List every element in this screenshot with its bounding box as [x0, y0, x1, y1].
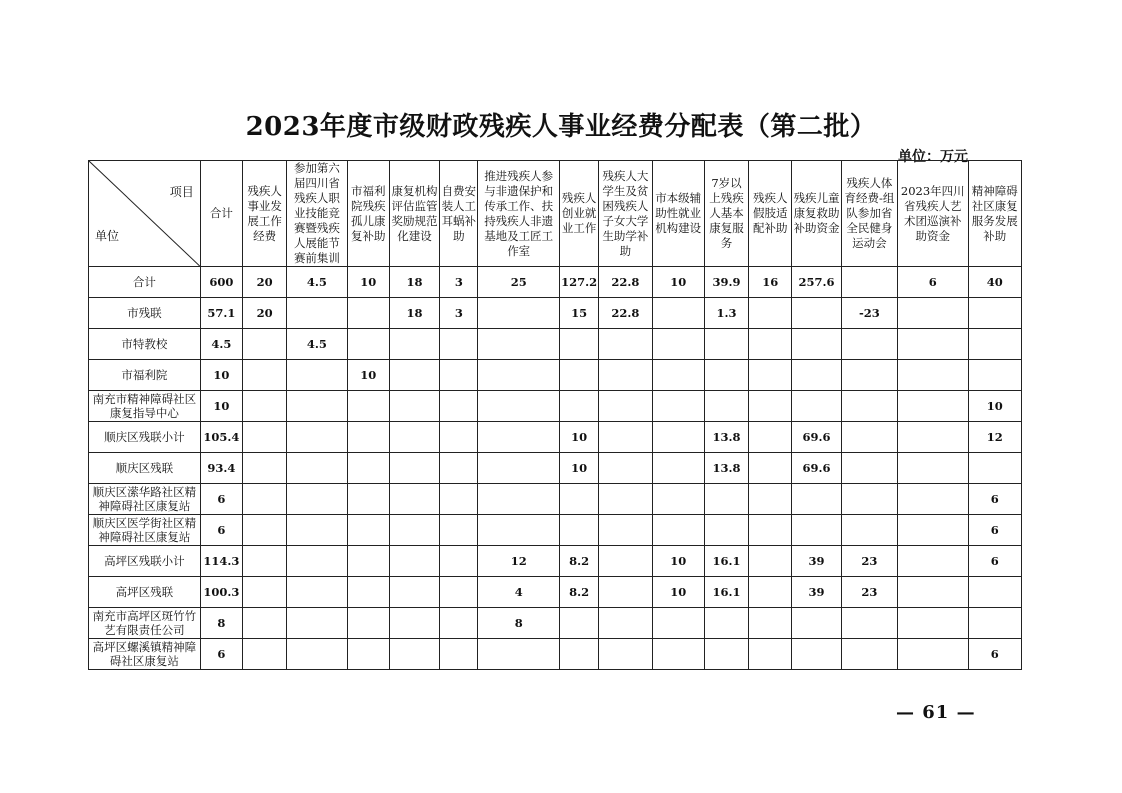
column-header: 残疾人事业发展工作经费 — [242, 161, 286, 267]
table-cell — [749, 391, 792, 422]
table-cell: 39.9 — [704, 267, 748, 298]
table-cell — [478, 515, 560, 546]
table-cell: -23 — [841, 298, 897, 329]
table-cell — [652, 639, 704, 670]
table-cell: 10 — [652, 546, 704, 577]
table-cell — [347, 391, 389, 422]
table-cell — [792, 329, 841, 360]
table-cell — [242, 577, 286, 608]
table-cell: 69.6 — [792, 453, 841, 484]
table-cell — [242, 329, 286, 360]
table-cell — [841, 484, 897, 515]
table-row — [89, 329, 1022, 360]
table-cell — [389, 329, 439, 360]
table-cell — [841, 267, 897, 298]
table-cell: 10 — [347, 360, 389, 391]
table-cell — [968, 298, 1021, 329]
table-cell — [652, 360, 704, 391]
table-cell — [559, 360, 598, 391]
table-cell: 8.2 — [559, 577, 598, 608]
table-cell: 6 — [968, 546, 1021, 577]
table-cell — [652, 329, 704, 360]
table-cell — [389, 639, 439, 670]
table-cell: 23 — [841, 546, 897, 577]
table-cell — [440, 515, 478, 546]
table-cell — [841, 453, 897, 484]
table-cell — [347, 546, 389, 577]
table-cell — [792, 298, 841, 329]
row-unit-name: 市福利院 — [89, 360, 201, 391]
table-cell — [440, 391, 478, 422]
table-cell — [440, 484, 478, 515]
table-cell: 13.8 — [704, 422, 748, 453]
table-cell — [704, 484, 748, 515]
table-cell — [898, 391, 968, 422]
table-cell — [841, 360, 897, 391]
table-cell — [652, 484, 704, 515]
table-cell: 16 — [749, 267, 792, 298]
table-cell: 10 — [347, 267, 389, 298]
column-header: 康复机构评估监管奖励规范化建设 — [389, 161, 439, 267]
page-title: 2023年度市级财政残疾人事业经费分配表（第二批） — [245, 112, 877, 142]
table-cell — [652, 298, 704, 329]
table-cell: 25 — [478, 267, 560, 298]
table-cell — [287, 391, 347, 422]
allocation-table — [88, 160, 1022, 670]
row-total-cell: 6 — [200, 515, 242, 546]
table-cell — [704, 391, 748, 422]
table-cell — [478, 391, 560, 422]
table-cell — [242, 391, 286, 422]
table-cell — [347, 329, 389, 360]
table-cell — [440, 546, 478, 577]
table-cell — [792, 484, 841, 515]
table-cell — [841, 391, 897, 422]
table-cell — [792, 639, 841, 670]
row-total-cell: 4.5 — [200, 329, 242, 360]
table-cell — [898, 298, 968, 329]
row-unit-name: 顺庆区医学街社区精神障碍社区康复站 — [89, 515, 201, 546]
column-header: 7岁以上残疾人基本康复服务 — [704, 161, 748, 267]
table-cell — [242, 515, 286, 546]
table-cell: 40 — [968, 267, 1021, 298]
table-cell — [599, 515, 652, 546]
row-total-cell: 114.3 — [200, 546, 242, 577]
table-cell — [599, 639, 652, 670]
table-cell — [347, 639, 389, 670]
table-row — [89, 577, 1022, 608]
table-cell: 257.6 — [792, 267, 841, 298]
table-cell — [652, 422, 704, 453]
table-cell: 3 — [440, 267, 478, 298]
table-cell — [287, 298, 347, 329]
table-cell — [898, 515, 968, 546]
table-cell — [440, 453, 478, 484]
table-cell — [242, 608, 286, 639]
table-cell: 6 — [968, 484, 1021, 515]
table-cell — [287, 453, 347, 484]
table-cell — [347, 515, 389, 546]
table-cell — [599, 329, 652, 360]
table-cell — [841, 329, 897, 360]
table-cell — [389, 484, 439, 515]
table-header-row — [89, 161, 1022, 267]
table-cell — [440, 329, 478, 360]
table-cell — [652, 453, 704, 484]
table-cell — [898, 422, 968, 453]
column-header: 残疾人创业就业工作 — [559, 161, 598, 267]
table-cell — [652, 391, 704, 422]
row-total-cell: 10 — [200, 391, 242, 422]
table-cell: 8 — [478, 608, 560, 639]
table-cell — [347, 608, 389, 639]
row-total-cell: 105.4 — [200, 422, 242, 453]
table-cell — [749, 484, 792, 515]
table-body — [89, 267, 1022, 670]
table-cell — [347, 298, 389, 329]
column-header: 残疾儿童康复救助补助资金 — [792, 161, 841, 267]
row-unit-name: 市特教校 — [89, 329, 201, 360]
table-row — [89, 298, 1022, 329]
table-cell: 16.1 — [704, 577, 748, 608]
table-cell: 69.6 — [792, 422, 841, 453]
table-cell — [898, 577, 968, 608]
table-cell — [559, 484, 598, 515]
row-unit-name: 南充市精神障碍社区康复指导中心 — [89, 391, 201, 422]
table-cell — [440, 639, 478, 670]
column-header: 市本级辅助性就业机构建设 — [652, 161, 704, 267]
column-header: 残疾人大学生及贫困残疾人子女大学生助学补助 — [599, 161, 652, 267]
table-cell: 20 — [242, 267, 286, 298]
table-cell: 12 — [968, 422, 1021, 453]
table-cell — [968, 360, 1021, 391]
table-cell — [792, 608, 841, 639]
row-total-cell: 93.4 — [200, 453, 242, 484]
row-unit-name: 市残联 — [89, 298, 201, 329]
table-cell — [841, 608, 897, 639]
table-cell — [478, 329, 560, 360]
row-unit-name: 顺庆区残联小计 — [89, 422, 201, 453]
row-unit-name: 高坪区螺溪镇精神障碍社区康复站 — [89, 639, 201, 670]
table-cell — [287, 515, 347, 546]
table-cell — [287, 577, 347, 608]
column-header: 残疾人假肢适配补助 — [749, 161, 792, 267]
table-cell — [440, 422, 478, 453]
table-cell: 10 — [652, 577, 704, 608]
unit-label: 单位：万元 — [898, 149, 968, 165]
table-cell — [559, 329, 598, 360]
table-cell — [652, 515, 704, 546]
row-unit-name: 顺庆区潆华路社区精神障碍社区康复站 — [89, 484, 201, 515]
table-cell — [559, 639, 598, 670]
table-cell: 6 — [898, 267, 968, 298]
table-cell — [968, 577, 1021, 608]
table-cell — [749, 639, 792, 670]
table-row — [89, 546, 1022, 577]
table-cell — [652, 608, 704, 639]
table-cell: 12 — [478, 546, 560, 577]
column-header: 自费安装人工耳蜗补助 — [440, 161, 478, 267]
table-row — [89, 608, 1022, 639]
table-cell — [478, 360, 560, 391]
table-cell: 10 — [652, 267, 704, 298]
table-cell — [347, 484, 389, 515]
table-cell — [559, 608, 598, 639]
table-cell — [841, 639, 897, 670]
table-cell — [749, 329, 792, 360]
table-cell — [242, 639, 286, 670]
table-cell — [898, 329, 968, 360]
table-cell — [749, 515, 792, 546]
table-cell — [478, 639, 560, 670]
table-cell: 10 — [968, 391, 1021, 422]
table-cell — [749, 577, 792, 608]
row-unit-name: 顺庆区残联 — [89, 453, 201, 484]
table-cell — [242, 360, 286, 391]
table-cell: 6 — [968, 639, 1021, 670]
table-cell: 10 — [559, 453, 598, 484]
table-cell — [242, 453, 286, 484]
table-cell — [898, 484, 968, 515]
table-cell: 10 — [559, 422, 598, 453]
table-cell — [287, 546, 347, 577]
table-cell — [389, 453, 439, 484]
row-total-cell: 100.3 — [200, 577, 242, 608]
table-cell — [440, 360, 478, 391]
table-cell — [749, 608, 792, 639]
table-cell: 18 — [389, 298, 439, 329]
table-cell — [898, 546, 968, 577]
table-cell: 16.1 — [704, 546, 748, 577]
table-cell — [841, 422, 897, 453]
table-cell — [704, 360, 748, 391]
table-row — [89, 267, 1022, 298]
table-cell — [704, 329, 748, 360]
table-cell — [287, 608, 347, 639]
row-unit-name: 南充市高坪区斑竹竹艺有限责任公司 — [89, 608, 201, 639]
table-cell — [792, 360, 841, 391]
table-cell — [792, 391, 841, 422]
table-cell — [599, 391, 652, 422]
table-cell: 4.5 — [287, 267, 347, 298]
table-cell — [287, 360, 347, 391]
table-cell: 127.2 — [559, 267, 598, 298]
column-header: 2023年四川省残疾人艺术团巡演补助资金 — [898, 161, 968, 267]
table-row — [89, 639, 1022, 670]
table-cell — [478, 422, 560, 453]
row-unit-name: 高坪区残联小计 — [89, 546, 201, 577]
table-cell — [704, 608, 748, 639]
table-cell — [599, 484, 652, 515]
table-cell — [898, 639, 968, 670]
table-cell — [749, 546, 792, 577]
table-cell — [599, 546, 652, 577]
table-cell — [478, 453, 560, 484]
table-cell — [287, 422, 347, 453]
table-cell — [898, 453, 968, 484]
table-row — [89, 391, 1022, 422]
row-total-cell: 6 — [200, 639, 242, 670]
table-row — [89, 422, 1022, 453]
table-cell — [440, 608, 478, 639]
table-cell — [968, 329, 1021, 360]
row-total-cell: 57.1 — [200, 298, 242, 329]
table-cell: 22.8 — [599, 298, 652, 329]
table-cell — [389, 577, 439, 608]
table-cell — [347, 453, 389, 484]
table-cell: 8.2 — [559, 546, 598, 577]
table-cell — [599, 577, 652, 608]
table-cell — [559, 391, 598, 422]
table-cell — [389, 546, 439, 577]
table-cell — [242, 422, 286, 453]
table-cell: 20 — [242, 298, 286, 329]
table-cell — [559, 515, 598, 546]
column-header: 合计 — [200, 161, 242, 267]
table-cell — [599, 422, 652, 453]
table-cell — [389, 422, 439, 453]
table-cell — [841, 515, 897, 546]
table-cell — [242, 546, 286, 577]
table-cell: 13.8 — [704, 453, 748, 484]
table-cell: 39 — [792, 577, 841, 608]
table-cell — [287, 639, 347, 670]
table-row — [89, 484, 1022, 515]
table-cell — [440, 577, 478, 608]
table-cell — [389, 360, 439, 391]
table-cell — [478, 484, 560, 515]
table-cell: 3 — [440, 298, 478, 329]
table-cell — [749, 360, 792, 391]
unit-header-label: 单位 — [95, 229, 120, 243]
column-header: 精神障碍社区康复服务发展补助 — [968, 161, 1021, 267]
table-cell — [968, 453, 1021, 484]
column-header: 推进残疾人参与非遗保护和传承工作、扶持残疾人非遗基地及工匠工作室 — [478, 161, 560, 267]
table-cell: 15 — [559, 298, 598, 329]
page-number: — 61 — — [896, 702, 976, 723]
table-row — [89, 515, 1022, 546]
row-unit-name: 高坪区残联 — [89, 577, 201, 608]
item-header-label: 项目 — [169, 185, 194, 199]
table-cell — [749, 298, 792, 329]
row-total-cell: 10 — [200, 360, 242, 391]
table-cell: 22.8 — [599, 267, 652, 298]
column-header: 市福利院残疾孤儿康复补助 — [347, 161, 389, 267]
table-cell — [792, 515, 841, 546]
table-cell — [242, 484, 286, 515]
table-cell — [599, 608, 652, 639]
table-cell — [898, 360, 968, 391]
table-cell: 6 — [968, 515, 1021, 546]
table-cell: 23 — [841, 577, 897, 608]
table-cell — [389, 608, 439, 639]
table-cell: 4.5 — [287, 329, 347, 360]
table-cell — [389, 391, 439, 422]
table-cell — [287, 484, 347, 515]
column-header: 参加第六届四川省残疾人职业技能竞赛暨残疾人展能节赛前集训 — [287, 161, 347, 267]
table-cell: 4 — [478, 577, 560, 608]
table-cell — [347, 422, 389, 453]
table-cell — [968, 608, 1021, 639]
table-cell: 18 — [389, 267, 439, 298]
table-cell — [599, 360, 652, 391]
row-total-cell: 600 — [200, 267, 242, 298]
table-cell — [347, 577, 389, 608]
table-cell — [478, 298, 560, 329]
table-cell — [898, 608, 968, 639]
table-cell — [389, 515, 439, 546]
column-header: 残疾人体育经费-组队参加省全民健身运动会 — [841, 161, 897, 267]
table-cell — [704, 515, 748, 546]
row-unit-name: 合计 — [89, 267, 201, 298]
table-cell — [749, 422, 792, 453]
corner-header-cell — [89, 161, 201, 267]
row-total-cell: 8 — [200, 608, 242, 639]
row-total-cell: 6 — [200, 484, 242, 515]
table-cell: 1.3 — [704, 298, 748, 329]
table-cell — [599, 453, 652, 484]
table-row — [89, 360, 1022, 391]
table-cell: 39 — [792, 546, 841, 577]
table-cell — [749, 453, 792, 484]
table-row — [89, 453, 1022, 484]
table-cell — [704, 639, 748, 670]
